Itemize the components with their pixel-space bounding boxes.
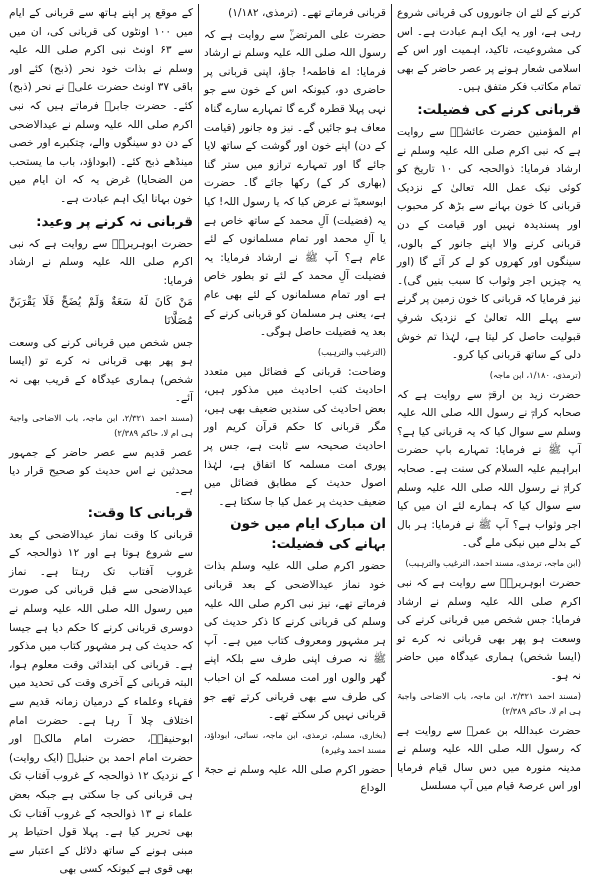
citation-reference: (بخاری، مسلم، ترمذی، ابن ماجہ، نسائی، ابوداؤد، مسند احمد وغیرہ)	[204, 729, 386, 755]
body-paragraph: حضرت ابوہریرہؓ سے روایت ہے کہ نبی اکرم صلی اللہ علیہ وسلم نے ارشاد فرمایا:	[9, 237, 193, 287]
body-paragraph: حضرت ابوہریرہؓ سے روایت ہے کہ نبی اکرم صلی اللہ علیہ وسلم نے ارشاد فرمایا: جس شخص میں قربانی کرنے کی وسعت ہو پھر بھی قربانی نہ کرے تو (ایسا شخص) ہماری عیدگاہ میں حاضر نہ ہو۔	[397, 577, 581, 682]
body-paragraph: ام المؤمنین حضرت عائشہؓ سے روایت ہے کہ نبی اکرم صلی اللہ علیہ وسلم نے ارشاد فرمایا: ذوالحجہ کی ۱۰ تاریخ کو کوئی نیک عمل اللہ تعالیٰ کے نزدیک قربانی کا خون بہانے سے بڑھ کر محبوب اور پسندیدہ نہیں اور قیامت کے دن قربانی کرنے والا اپنے جانور کے بالوں، سینگوں اور کھروں کو لے کر آئے گا (اور یہ چیزیں اجر وثواب کا سبب بنیں گی)۔ نیز فرمایا کہ قربانی کا خون زمین پر گرنے سے پہلے اللہ تعالیٰ کے نزدیک شرفِ قبولیت حاصل کر لیتا ہے، لہٰذا تم خوش دلی کے ساتھ قربانی کیا کرو۔	[397, 125, 581, 362]
text-column-middle	[198, 4, 392, 795]
section-heading: قربانی کرنے کی فضیلت:	[417, 101, 581, 118]
body-paragraph: جس شخص میں قربانی کرنے کی وسعت ہو پھر بھی قربانی نہ کرے تو (ایسا شخص) ہماری عیدگاہ کے قریب بھی نہ آئے۔	[9, 336, 193, 405]
citation-reference: (ابن ماجہ، ترمذی، مسند احمد، الترغیب والترہیب)	[405, 558, 581, 569]
body-paragraph: حضرت عبداللہ بن عمرؓ سے روایت ہے کہ رسول اللہ صلی اللہ علیہ وسلم نے مدینہ منورہ میں دس سال قیام فرمایا اور اس عرصۂ قیام میں آپ مسلسل	[397, 724, 581, 793]
body-paragraph: قربانی کا وقت نماز عیدالاضحی کے بعد سے شروع ہوتا ہے اور ۱۲ ذوالحجہ کے غروب آفتاب تک رہتا ہے۔ نماز عیدالاضحی سے قبل قربانی کی صورت میں رسول اللہ صلی اللہ علیہ وسلم نے دوسری قربانی کرنے کا حکم دیا ہے جیسا کہ حدیث کی ہر مشہور کتاب میں مذکور ہے۔ قربانی کی ابتدائی وقت معلوم ہوا، البتہ قربانی کے آخری وقت کی تحدید میں فقہاء وعلماء کے درمیان زمانہ قدیم سے اختلاف چلا آ رہا ہے۔ حضرت امام ابوحنیفہؒ، حضرت امام مالکؒ اور حضرت امام احمد بن حنبلؒ (ایک روایت) کے نزدیک ۱۲ ذوالحجہ کے غروب آفتاب تک ہی قربانی کی جا سکتی ہے جبکہ بعض علماء نے ۱۳ ذوالحجہ کے غروب آفتاب تک بھی تحریر کیا ہے۔ پہلا قول احتیاط پر مبنی ہونے کے ساتھ دلائل کے اعتبار سے بھی قوی ہے کیونکہ کسی بھی	[9, 528, 194, 876]
citation-reference: (مسند احمد ۲/۳۲۱، ابن ماجہ، باب الاضاحی واجبۃ ہی ام لا، حاکم ۲/۳۸۹)	[397, 690, 582, 716]
arabic-hadith-text: مَنْ كَانَ لَهُ سَعَةٌ وَلَمْ يُضَحِّ فَلَا يَقْرَبَنَّ مُصَلَّانَا	[9, 295, 193, 327]
section-heading: قربانی کا وقت:	[87, 504, 193, 521]
body-paragraph: قربانی فرماتے تھے۔ (ترمذی، ۱/۱۸۲)	[228, 7, 386, 19]
section-heading: قربانی نہ کرنے پر وعید:	[36, 213, 193, 230]
body-paragraph: حضرت زید بن ارقمؓ سے روایت ہے کہ صحابہ کرامؓ نے رسول اللہ صلی اللہ علیہ وسلم سے سوال کیا کہ یہ قربانی کیا ہے؟ آپ ﷺ نے فرمایا: تمہارے باپ حضرت ابراہیم علیہ السلام کی سنت ہے۔ صحابہ کرامؓ نے رسول اللہ صلی اللہ علیہ وسلم سے سوال کیا کہ ہمارے لئے ان میں کیا اجر وثواب ہے؟ آپ ﷺ نے فرمایا: ہر بال کے بدلے میں نیکی ملے گی۔	[397, 388, 581, 550]
text-column-left	[4, 4, 198, 876]
text-column-right	[392, 4, 586, 793]
section-heading: ان مبارک ایام میں خون بہانے کی فضیلت:	[230, 516, 386, 553]
body-paragraph: حضور اکرم صلی اللہ علیہ وسلم نے حجۃ الوداع	[204, 763, 386, 795]
citation-reference: (ترمذی، ۱/۱۸۰، ابن ماجہ)	[489, 369, 581, 380]
citation-reference: (مسند احمد ۲/۳۲۱، ابن ماجہ، باب الاضاحی واجبۃ ہی ام لا، حاکم ۲/۳۸۹)	[9, 412, 194, 438]
body-paragraph: عصر قدیم سے عصر حاضر کے جمہور محدثین نے اس حدیث کو صحیح قرار دیا ہے۔	[9, 446, 193, 497]
body-paragraph: کے موقع پر اپنے ہاتھ سے قربانی کے ایام میں ۱۰۰ اونٹوں کی قربانی کی، ان میں سے ۶۳ اونٹ نبی اکرم صلی اللہ علیہ وسلم نے بذات خود نحر (ذبح) کئے اور باقی ۳۷ اونٹ حضرت علیؓ نے نحر (ذبح) کئے۔ حضرت جابرؓ فرماتے ہیں کہ نبی اکرم صلی اللہ علیہ وسلم نے عیدالاضحی کے دن دو سینگوں والے، چتکبرے اور خصی مینڈھے ذبح کئے۔ (ابوداؤد، باب ما یستحب من الضحایا) غرض یہ کہ ان ایام میں خون بہانا ایک اہم عبادت ہے۔	[9, 7, 194, 205]
body-paragraph: کرنے کے لئے ان جانوروں کی قربانی شروع رہی ہے، اور یہ ایک اہم عبادت ہے۔ اس کی مشروعیت، تاکید، اہمیت اور اس کے اسلامی شعار ہونے پر عصر حاضر کے بھی تمام مکاتب فکر متفق ہیں۔	[397, 7, 581, 94]
body-paragraph: وضاحت: قربانی کے فضائل میں متعدد احادیث کتب احادیث میں مذکور ہیں، بعض احادیث کی سندیں ضعیف بھی ہیں، مگر قربانی کا حکم قرآن کریم اور احادیث صحیحہ سے ثابت ہے، جس پر پوری امت مسلمہ کا اتفاق ہے، لہٰذا اصول حدیث کے مطابق فضائل میں ضعیف حدیث پر عمل کیا جا سکتا ہے۔	[204, 365, 386, 508]
body-paragraph: حضور اکرم صلی اللہ علیہ وسلم بذات خود نماز عیدالاضحی کے بعد قربانی فرماتے تھے، نیز نبی اکرم صلی اللہ علیہ وسلم کی قربانی کرنے کا ذکر حدیث کی ہر مشہور ومعروف کتاب میں ہے۔ آپ ﷺ نہ صرف اپنی طرف سے بلکہ اپنے گھر والوں اور امت مسلمہ کے ان احباب کی طرف سے بھی قربانی کرتے تھے جو قربانی نہیں کر سکتے تھے۔	[204, 560, 386, 722]
body-paragraph: حضرت علی المرتضیٰؓ سے روایت ہے کہ رسول اللہ صلی اللہ علیہ وسلم نے ارشاد فرمایا: اے فاطمہ! جاؤ، اپنی قربانی پر حاضری دو، کیونکہ اس کے خون سے جو نہی پہلا قطرہ گرے گا تمہارے سارے گناہ معاف ہو جائیں گے۔ نیز وہ جانور (قیامت کے دن) اپنے خون اور گوشت کے ساتھ لایا جائے گا اور تمہارے ترازو میں ستر گنا (بھاری کر کے) رکھا جائے گا۔ حضرت ابوسعیدؓ نے عرض کیا کہ یا رسول اللہ! کیا یہ (فضیلت) آلِ محمد کے ساتھ خاص ہے یا آلِ محمد اور تمام مسلمانوں کے لئے عام ہے؟ آپ ﷺ نے ارشاد فرمایا: یہ فضیلت آلِ محمد کے لئے تو بطور خاص ہے اور تمام مسلمانوں کے لئے بھی عام ہے، یعنی ہر مسلمان کو قربانی کرنے کے بعد یہ فضیلت حاصل ہوگی۔	[204, 28, 386, 339]
citation-reference: (الترغیب والترہیب)	[317, 346, 386, 357]
